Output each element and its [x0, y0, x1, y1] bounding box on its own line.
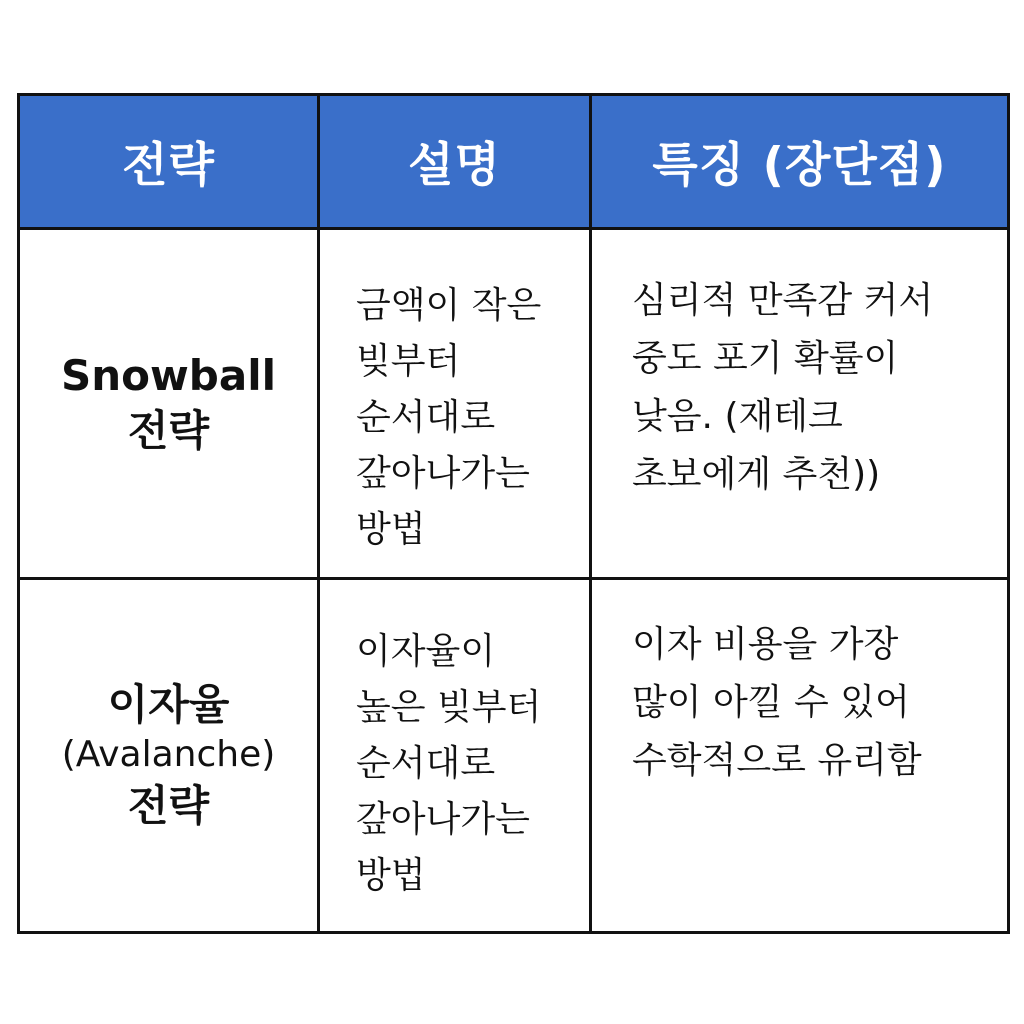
description-line: 방법 [356, 509, 426, 550]
description-line: 빚부터 [356, 341, 461, 382]
feature-line: 초보에게 추천)) [632, 454, 881, 495]
feature-line: 심리적 만족감 커서 [632, 280, 934, 321]
table-row [19, 579, 1009, 933]
description-line: 순서대로 [356, 743, 496, 784]
strategy-name-line: 전략 [127, 780, 210, 830]
feature-line: 중도 포기 확률이 [632, 338, 899, 379]
strategy-name-cell [19, 229, 319, 579]
strategy-name-cell [19, 579, 319, 933]
table-row [19, 229, 1009, 579]
features-cell [591, 229, 1009, 579]
strategy-name-line: Snowball [60, 350, 276, 400]
description-line: 금액이 작은 [356, 285, 542, 326]
description-line: 순서대로 [356, 397, 496, 438]
strategy-comparison-table [17, 93, 1010, 934]
strategy-name-line: 전략 [127, 405, 210, 455]
description-cell [319, 579, 591, 933]
features-cell [591, 579, 1009, 933]
header-features: 특징 (장단점) [591, 95, 1009, 229]
header-description: 설명 [319, 95, 591, 229]
description-line: 방법 [356, 855, 426, 896]
description-cell [319, 229, 591, 579]
strategy-name-line: 이자율 [107, 679, 230, 729]
description-line: 갚아나가는 [356, 453, 530, 494]
feature-line: 많이 아낄 수 있어 [632, 682, 910, 723]
feature-line: 낮음. (재테크 [632, 396, 843, 437]
feature-line: 수학적으로 유리함 [632, 740, 922, 781]
description-line: 이자율이 [356, 631, 496, 672]
description-line: 높은 빚부터 [356, 687, 542, 728]
header-strategy: 전략 [19, 95, 319, 229]
strategy-name-line: (Avalanche) [61, 734, 276, 776]
feature-line: 이자 비용을 가장 [632, 624, 899, 665]
table-header-row [19, 95, 1009, 229]
description-line: 갚아나가는 [356, 799, 530, 840]
